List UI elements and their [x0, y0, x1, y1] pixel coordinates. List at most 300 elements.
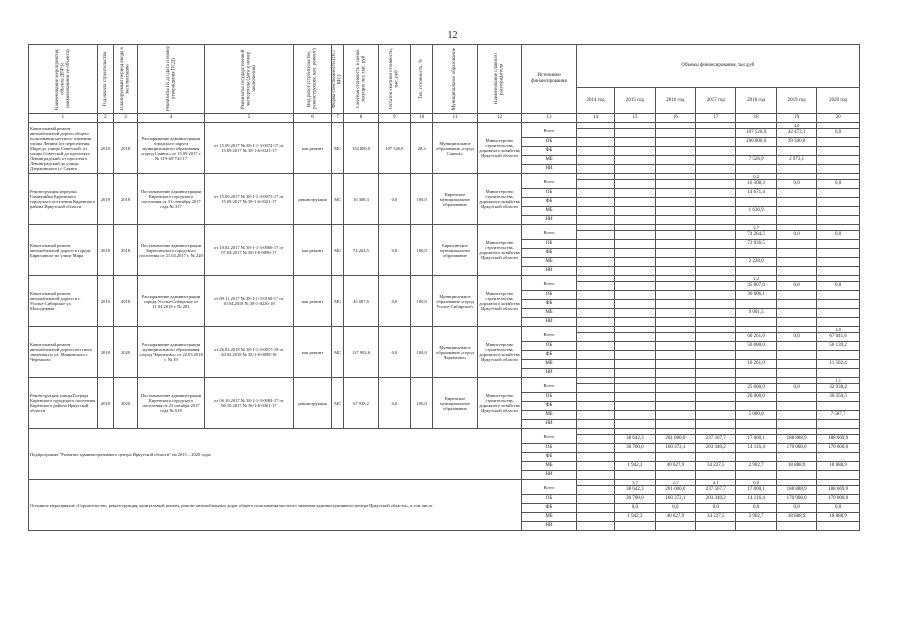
amount-cell — [817, 156, 860, 165]
fund-label: ФБ — [522, 198, 577, 207]
amount-cell — [817, 402, 860, 411]
amount-cell — [576, 240, 614, 249]
amount-cell — [736, 198, 776, 207]
amount-cell — [655, 258, 695, 267]
amount-cell — [615, 198, 655, 207]
amount-cell — [655, 216, 695, 225]
amount-cell — [576, 351, 614, 360]
amount-cell — [776, 216, 816, 225]
amount-cell — [817, 240, 860, 249]
amount-cell: 160 372,1 — [655, 444, 695, 453]
amount-cell: 11 502,4 — [817, 360, 860, 369]
amount-cell — [615, 369, 655, 378]
amount-cell — [576, 495, 614, 504]
amount-cell — [576, 471, 614, 480]
amount-cell — [655, 180, 695, 189]
amount-cell — [776, 165, 816, 174]
amount-cell: 18 888,9 — [776, 513, 816, 522]
amount-cell — [655, 147, 695, 156]
amount-cell — [736, 471, 776, 480]
estimated-cost: 127 902,6 — [344, 327, 378, 378]
amount-cell — [817, 351, 860, 360]
fund-label: Всего — [522, 174, 577, 189]
amount-cell — [615, 318, 655, 327]
amount-cell: 1 942,3 — [615, 462, 655, 471]
ownership: МС — [332, 123, 344, 174]
amount-cell — [736, 300, 776, 309]
amount-cell — [696, 156, 736, 165]
readiness: 100,0 — [411, 276, 433, 327]
amount-cell — [696, 240, 736, 249]
readiness: 100,0 — [411, 174, 433, 225]
work-type: кап.ремонт — [293, 225, 331, 276]
amount-cell: 10 261,0 — [736, 360, 776, 369]
amount-cell — [655, 156, 695, 165]
amount-cell — [615, 342, 655, 351]
fund-label: Всего — [522, 225, 577, 240]
percent-cell: 2,7 — [736, 225, 776, 231]
amount-cell — [615, 138, 655, 147]
column-number: 2 — [97, 114, 113, 123]
amount-cell — [655, 393, 695, 402]
fund-label: МБ — [522, 156, 577, 165]
amount-cell: 2 902,7 — [736, 462, 776, 471]
fund-label: Всего — [522, 276, 577, 291]
column-number: 13 — [522, 114, 577, 123]
end-year: 2020 — [113, 327, 137, 378]
amount-cell — [655, 207, 695, 216]
psd-details: Постановление администрации Киренского городского поселения от 23 октября 2017 года № 618 — [138, 378, 205, 429]
amount-cell — [776, 393, 816, 402]
end-year: 2018 — [113, 225, 137, 276]
start-year: 2018 — [97, 327, 113, 378]
ownership: МС — [332, 378, 344, 429]
fund-label: НИ — [522, 318, 577, 327]
project-name: Капитальный ремонт автомобильной дороги в г. Усолье-Сибирское ул. Молодежная — [29, 276, 98, 327]
amount-cell: 237 567,7 — [696, 435, 736, 444]
amount-cell — [655, 384, 695, 393]
amount-cell: 17 000,1 — [736, 486, 776, 495]
column-number: 20 — [817, 114, 860, 123]
percent-cell: 4,0 — [776, 123, 816, 129]
summary-name: Основное мероприятие «Строительство, реконструкция, капитальный ремонт, ремонт автомобильных дорог общего пользования местного значения административного центра Иркутской области», в том числе — [29, 480, 522, 531]
amount-cell — [696, 384, 736, 393]
header-year: 2019 год — [776, 87, 816, 113]
amount-cell: 0,0 — [736, 504, 776, 513]
amount-cell: 36 006,1 — [736, 291, 776, 300]
fund-label: НИ — [522, 522, 577, 531]
summary-name: Подпрограмма "Развитие административного центра Иркутской области" на 2015 – 2020 годы — [29, 429, 522, 480]
amount-cell — [615, 333, 655, 342]
amount-cell — [776, 342, 816, 351]
readiness: 28,3 — [411, 123, 433, 174]
fund-label: Всего — [522, 327, 577, 342]
percent-cell: 2,1 — [696, 480, 736, 486]
amount-cell — [817, 189, 860, 198]
percent-cell: 0,0 — [736, 480, 776, 486]
psd-details: Распоряжение администрации городского округа муниципального образования «город Саянск» от 15.09.2017 г. № 119-40-741-17 — [138, 123, 205, 174]
amount-cell — [696, 369, 736, 378]
amount-cell — [655, 471, 695, 480]
amount-cell: 40 627,9 — [655, 513, 695, 522]
amount-cell — [576, 462, 614, 471]
amount-cell — [736, 420, 776, 429]
fund-label: Всего — [522, 429, 577, 444]
amount-cell — [696, 267, 736, 276]
amount-cell — [655, 342, 695, 351]
amount-cell — [696, 318, 736, 327]
fund-label: ОБ — [522, 291, 577, 300]
amount-cell — [696, 393, 736, 402]
amount-cell — [615, 402, 655, 411]
amount-cell — [655, 420, 695, 429]
amount-cell — [655, 300, 695, 309]
amount-cell: 60 261,0 — [736, 333, 776, 342]
table-body — [29, 123, 860, 531]
amount-cell: 1 636,9 — [736, 207, 776, 216]
amount-cell: 0,0 — [696, 504, 736, 513]
header-col-3: Планируемый период ввода в эксплуатацию — [113, 45, 137, 114]
amount-cell — [736, 369, 776, 378]
amount-cell — [655, 411, 695, 420]
amount-cell — [655, 282, 695, 291]
amount-cell — [736, 147, 776, 156]
amount-cell — [776, 240, 816, 249]
column-number: 5 — [204, 114, 293, 123]
amount-cell — [696, 420, 736, 429]
column-number: 14 — [576, 114, 614, 123]
amount-cell — [655, 522, 695, 531]
amount-cell — [576, 189, 614, 198]
header-col-9: Остаток сметной стоимости, тыс. руб — [378, 45, 410, 114]
amount-cell — [696, 471, 736, 480]
amount-cell — [696, 309, 736, 318]
amount-cell — [576, 393, 614, 402]
amount-cell — [696, 300, 736, 309]
readiness: 100,0 — [411, 327, 433, 378]
amount-cell — [615, 240, 655, 249]
fund-label: ОБ — [522, 495, 577, 504]
column-number: 6 — [293, 114, 331, 123]
amount-cell — [655, 138, 695, 147]
amount-cell — [736, 249, 776, 258]
percent-cell: 0,2 — [736, 174, 776, 180]
amount-cell — [817, 318, 860, 327]
fund-label: ОБ — [522, 393, 577, 402]
amount-cell — [736, 402, 776, 411]
amount-cell — [696, 342, 736, 351]
amount-cell — [776, 258, 816, 267]
amount-cell: 38 642,3 — [615, 435, 655, 444]
amount-cell — [817, 138, 860, 147]
fund-label: ОБ — [522, 138, 577, 147]
fund-label: НИ — [522, 165, 577, 174]
amount-cell — [576, 522, 614, 531]
amount-cell — [615, 453, 655, 462]
expertise-details: от 09.11.2017 № 38-1-1-3-0160-17 от 10.04.2018 № 38-1-0226-18 — [204, 276, 293, 327]
start-year: 2018 — [97, 123, 113, 174]
fund-label: ОБ — [522, 240, 577, 249]
amount-cell: 188 669,9 — [817, 435, 860, 444]
header-col-1: Наименование мероприятия, объекта ДПР (с наименованием ее объекта) — [29, 45, 98, 114]
amount-cell — [696, 258, 736, 267]
amount-cell: 201 000,0 — [655, 486, 695, 495]
amount-cell: 18 888,9 — [776, 462, 816, 471]
amount-cell: 38 642,3 — [615, 486, 655, 495]
amount-cell — [576, 420, 614, 429]
amount-cell — [696, 282, 736, 291]
amount-cell — [817, 522, 860, 531]
work-type: кап.ремонт — [293, 327, 331, 378]
amount-cell — [817, 453, 860, 462]
amount-cell — [576, 504, 614, 513]
amount-cell: 14 116,4 — [736, 495, 776, 504]
amount-cell: 188 669,9 — [817, 486, 860, 495]
amount-cell — [576, 156, 614, 165]
readiness: 100,0 — [411, 378, 433, 429]
amount-cell — [655, 267, 695, 276]
amount-cell — [655, 249, 695, 258]
amount-cell: 201 000,0 — [655, 435, 695, 444]
column-number: 19 — [776, 114, 816, 123]
amount-cell — [576, 180, 614, 189]
amount-cell — [576, 198, 614, 207]
amount-cell: 170 000,0 — [776, 495, 816, 504]
amount-cell: 170 000,0 — [817, 495, 860, 504]
amount-cell: 39 500,0 — [776, 138, 816, 147]
amount-cell — [655, 351, 695, 360]
ownership: МС — [332, 276, 344, 327]
ownership: МС — [332, 327, 344, 378]
amount-cell — [576, 291, 614, 300]
amount-cell — [817, 267, 860, 276]
amount-cell — [817, 165, 860, 174]
fund-label: МБ — [522, 360, 577, 369]
amount-cell — [576, 486, 614, 495]
amount-cell — [736, 318, 776, 327]
amount-cell: 188 888,9 — [776, 435, 816, 444]
fund-label: МБ — [522, 207, 577, 216]
project-name: Капитальный ремонт автомобильной дороги в городе Бирюсинске по улице Мира — [29, 225, 98, 276]
fund-label: ОБ — [522, 342, 577, 351]
amount-cell — [615, 207, 655, 216]
amount-cell — [736, 267, 776, 276]
amount-cell — [615, 309, 655, 318]
amount-cell: 9 001,5 — [736, 309, 776, 318]
amount-cell — [576, 444, 614, 453]
expertise-details: от 15.09.2017 № 38-1-1-3-0074-17 от 15.09.2017 № 38-1-6-0323-17 — [204, 123, 293, 174]
expertise-details: от 10.02.2017 № 38-1-1-3-0006-17 от 07.04.2017 № 38-1-6-0096-17 — [204, 225, 293, 276]
fund-label: МБ — [522, 258, 577, 267]
column-number: 8 — [344, 114, 378, 123]
municipality: Муниципальное образование «город Саянск» — [433, 123, 477, 174]
amount-cell — [576, 411, 614, 420]
amount-cell: 2 973,1 — [776, 156, 816, 165]
amount-cell: 0,0 — [615, 504, 655, 513]
estimated-cost: 16 308,3 — [344, 174, 378, 225]
fund-label: НИ — [522, 369, 577, 378]
municipality: Муниципальное образование «город Черемхово» — [433, 327, 477, 378]
amount-cell — [655, 198, 695, 207]
header-col-6: Вид работ (строительство, реконструкция, кап. ремонт) — [293, 45, 331, 114]
amount-cell: 188 888,9 — [776, 486, 816, 495]
amount-cell — [736, 453, 776, 462]
estimated-cost: 45 007,6 — [344, 276, 378, 327]
amount-cell — [576, 207, 614, 216]
financing-table — [28, 44, 860, 531]
fund-label: Всего — [522, 480, 577, 495]
page-number: 12 — [447, 30, 458, 41]
amount-cell — [615, 471, 655, 480]
amount-cell: 5 000,0 — [736, 411, 776, 420]
amount-cell — [776, 420, 816, 429]
remaining-cost: 107 526,9 — [378, 123, 410, 174]
amount-cell: 0,0 — [776, 231, 816, 240]
amount-cell: 50 000,0 — [736, 342, 776, 351]
amount-cell — [696, 522, 736, 531]
amount-cell — [615, 267, 655, 276]
percent-cell: 2,1 — [655, 480, 695, 486]
amount-cell: 0,0 — [776, 333, 816, 342]
amount-cell — [776, 471, 816, 480]
amount-cell: 7 526,9 — [736, 156, 776, 165]
amount-cell: 203 340,2 — [696, 444, 736, 453]
amount-cell — [655, 231, 695, 240]
fund-label: МБ — [522, 411, 577, 420]
municipality: Муниципальное образование «город Усолье-Сибирское» — [433, 276, 477, 327]
amount-cell: 237 567,7 — [696, 486, 736, 495]
amount-cell: 170 000,0 — [776, 444, 816, 453]
amount-cell: 74 264,5 — [736, 231, 776, 240]
amount-cell — [576, 147, 614, 156]
fund-label: ФБ — [522, 351, 577, 360]
start-year: 2019 — [97, 276, 113, 327]
amount-cell — [615, 360, 655, 369]
amount-cell: 0,0 — [776, 282, 816, 291]
amount-cell — [696, 351, 736, 360]
amount-cell — [655, 333, 695, 342]
amount-cell: 0,0 — [817, 282, 860, 291]
amount-cell: 56 139,2 — [817, 342, 860, 351]
amount-cell — [655, 240, 695, 249]
fund-label: Всего — [522, 378, 577, 393]
amount-cell: 170 000,0 — [817, 444, 860, 453]
percent-cell: 2,2 — [736, 276, 776, 282]
amount-cell — [696, 189, 736, 198]
fund-label: ФБ — [522, 453, 577, 462]
amount-cell — [696, 180, 736, 189]
expertise-details: от 15.09.2017 № 38-1-1-3-0075-17 от 15.09.2017 № 38-1-6-0321-17 — [204, 174, 293, 225]
psd-details: Постановление администрации Бирюсинского городского поселения от 21.04.2017 г. № 220 — [138, 225, 205, 276]
header-col-4: Реквизиты ПСД (Дата и номер утверждения ПСД) — [138, 45, 205, 114]
fund-label: МБ — [522, 309, 577, 318]
header-col-12: Наименование главного распорядителя — [477, 45, 521, 114]
amount-cell — [817, 216, 860, 225]
header-col-10: Тех. готовность, % — [411, 45, 433, 114]
remaining-cost: 0,0 — [378, 378, 410, 429]
amount-cell — [615, 351, 655, 360]
header-year: 2018 год — [736, 87, 776, 113]
start-year: 2018 — [97, 378, 113, 429]
amount-cell — [776, 300, 816, 309]
amount-cell — [576, 453, 614, 462]
amount-cell — [696, 129, 736, 138]
amount-cell — [776, 249, 816, 258]
column-number: 3 — [113, 114, 137, 123]
ownership: МС — [332, 174, 344, 225]
municipality: Бирюсинское муниципальное образование — [433, 225, 477, 276]
amount-cell: 40 627,9 — [655, 462, 695, 471]
header-col-7: Форма собственности (ОС/МС) — [332, 45, 344, 114]
amount-cell — [615, 180, 655, 189]
amount-cell: 0,0 — [776, 180, 816, 189]
chief-administrator: Министерство строительства, дорожного хозяйства Иркутской области — [477, 225, 521, 276]
amount-cell — [696, 249, 736, 258]
amount-cell: 14 671,4 — [736, 189, 776, 198]
amount-cell: 0,0 — [817, 504, 860, 513]
amount-cell: 34 227,5 — [696, 513, 736, 522]
readiness: 100,0 — [411, 225, 433, 276]
column-number: 17 — [696, 114, 736, 123]
amount-cell — [615, 291, 655, 300]
amount-cell — [615, 258, 655, 267]
amount-cell — [696, 333, 736, 342]
estimated-cost: 74 264,5 — [344, 225, 378, 276]
amount-cell — [655, 369, 695, 378]
end-year: 2018 — [113, 174, 137, 225]
amount-cell: 30 350,5 — [817, 393, 860, 402]
project-name: Реконструкция улицы Бограда Киренского городского поселения Киренского района Иркутской области — [29, 378, 98, 429]
amount-cell — [817, 420, 860, 429]
amount-cell — [817, 249, 860, 258]
amount-cell — [615, 216, 655, 225]
estimated-cost: 154 800,0 — [344, 123, 378, 174]
fund-label: ФБ — [522, 300, 577, 309]
amount-cell — [576, 249, 614, 258]
municipality: Киренское муниципальное образование — [433, 174, 477, 225]
end-year: 2020 — [113, 378, 137, 429]
psd-details: Распоряжение администрации муниципального образования «город Черемхово» от 22.03.2018 г. № 39 — [138, 327, 205, 378]
amount-cell — [696, 198, 736, 207]
work-type: реконструкция — [293, 174, 331, 225]
header-funding-volume: Объемы финансирования, тыс.руб — [576, 45, 859, 88]
amount-cell — [615, 300, 655, 309]
amount-cell — [615, 129, 655, 138]
amount-cell — [655, 402, 695, 411]
amount-cell: 0,0 — [817, 231, 860, 240]
amount-cell — [776, 207, 816, 216]
amount-cell — [576, 165, 614, 174]
municipality: Киренское муниципальное образование — [433, 378, 477, 429]
amount-cell — [696, 291, 736, 300]
amount-cell — [776, 453, 816, 462]
amount-cell — [776, 318, 816, 327]
remaining-cost: 0,0 — [378, 276, 410, 327]
end-year: 2018 — [113, 123, 137, 174]
amount-cell — [696, 165, 736, 174]
column-number: 16 — [655, 114, 695, 123]
amount-cell — [615, 249, 655, 258]
amount-cell — [576, 360, 614, 369]
percent-cell: 1,1 — [817, 378, 860, 384]
fund-label: НИ — [522, 420, 577, 429]
amount-cell — [576, 258, 614, 267]
amount-cell: 36 700,0 — [615, 444, 655, 453]
expertise-details: от 26.02.2018 № 38-1-1-3-0017-18 от 20.02.2018 № 38-1-6-0098-18 — [204, 327, 293, 378]
amount-cell — [736, 522, 776, 531]
amount-cell — [655, 291, 695, 300]
column-number: 10 — [411, 114, 433, 123]
